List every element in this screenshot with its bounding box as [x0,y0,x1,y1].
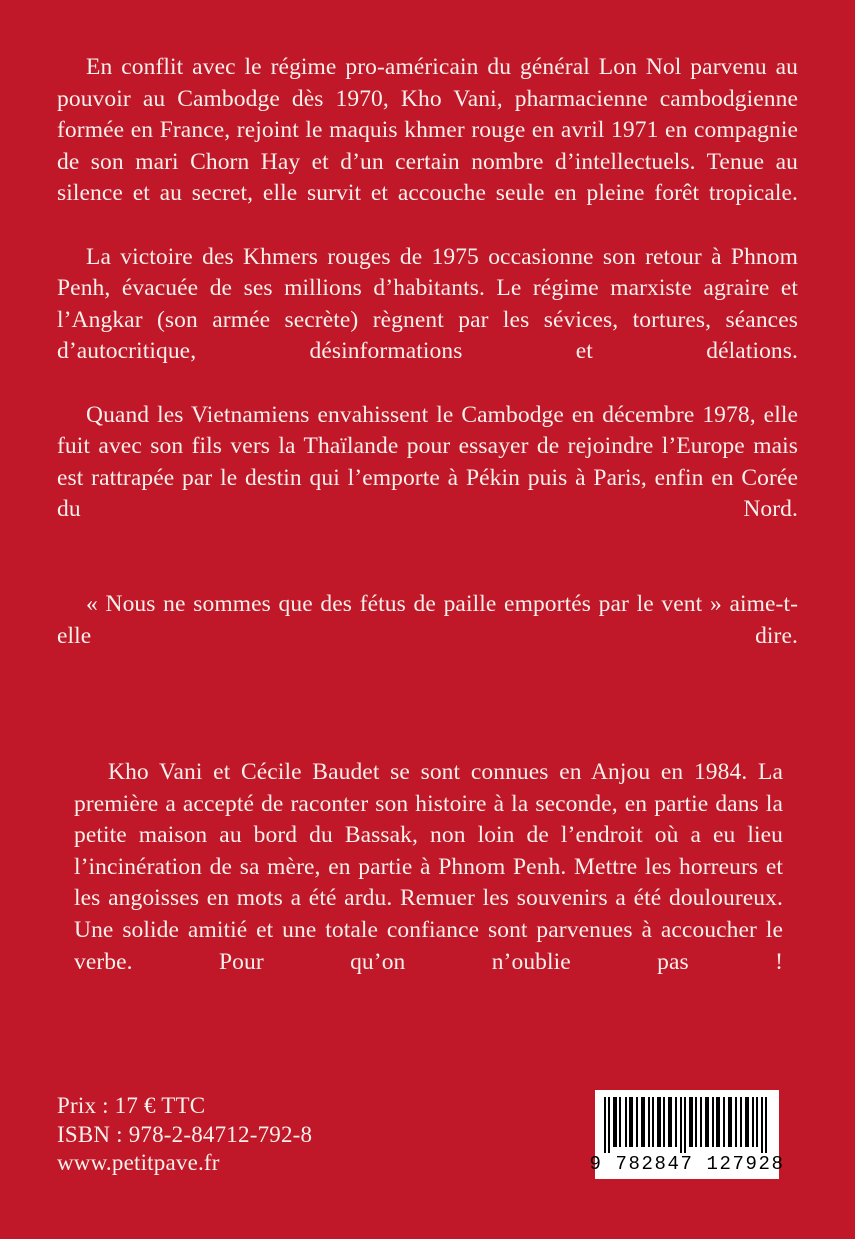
authors-note-section [74,757,783,1010]
blurb-section [57,52,798,684]
isbn-line: ISBN : 978-2-84712-792-8 [57,1121,313,1147]
price-line: Prix : 17 € TTC [57,1093,206,1118]
blurb-paragraph-3: Quand les Vietnamiens envahissent le Cambodge en décembre 1978, elle fuit avec son fils vers la Thaïlande pour essayer de rejoindre l’Europe mais est rattrapée par le destin qui l’emporte à Pékin puis à Paris, enfin en Corée du Nord. [57,401,798,523]
authors-note-text: Kho Vani et Cécile Baudet se sont connues en Anjou en 1984. La première a accepté de raconter son histoire à la seconde, en partie dans la petite maison au bord du Bassak, non loin de l’endroit où a eu lieu l’incinération de sa mère, en partie à Phnom Penh. Mettre les horreurs et les angoisses en mots a été ardu. Remuer les souvenirs a été douloureux. Une solide amitié et une totale confiance sont parvenues à accoucher le verbe. Pour qu’on n’oublie pas ! [74,759,783,975]
imprint-block [57,1092,312,1178]
blurb-paragraph-1: En conflit avec le régime pro-américain du général Lon Nol parvenu au pouvoir au Cambodge dès 1970, Kho Vani, pharmacienne cambodgienne formée en France, rejoint le maquis khmer rouge en avril 1971 en compagnie de son mari Chorn Hay et d’un certain nombre d’intellectuels. Tenue au silence et au secret, elle survit et accouche seule en pleine forêt tropicale. [57,54,798,207]
barcode-bars-icon [604,1097,770,1153]
barcode-block [589,1090,785,1179]
blurb-quote: « Nous ne sommes que des fétus de paille emportés par le vent » aime-t-elle dire. [57,591,798,649]
barcode-number: 9 782847 127928 [589,1153,785,1175]
publisher-website: www.petitpave.fr [57,1150,220,1175]
blurb-paragraph-2: La victoire des Khmers rouges de 1975 occasionne son retour à Phnom Penh, évacuée de ses millions d’habitants. Le régime marxiste agraire et l’Angkar (son armée secrète) règnent par les sévices, tortures, séances d’autocritique, désinformations et délations. [57,243,798,365]
